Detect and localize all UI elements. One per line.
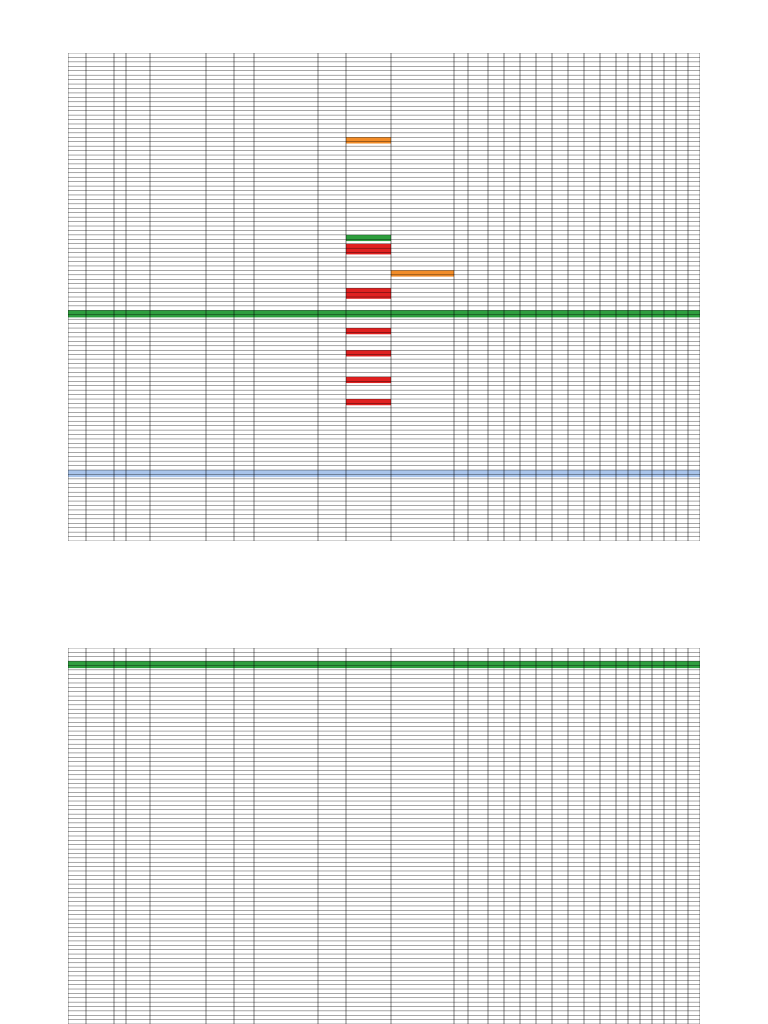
highlight-cell — [346, 328, 391, 334]
highlight-cell — [68, 661, 700, 668]
highlight-cell — [68, 310, 700, 317]
highlight-cell — [68, 470, 700, 477]
highlight-cell — [346, 350, 391, 356]
highlight-cell — [346, 235, 391, 241]
spreadsheet-bottom — [68, 648, 700, 1024]
spreadsheet-top — [68, 53, 700, 541]
highlight-cell — [346, 293, 391, 299]
highlight-cell — [346, 248, 391, 254]
highlight-cell — [346, 137, 391, 143]
grid-top — [68, 53, 700, 541]
highlight-cell — [346, 399, 391, 405]
grid-bottom — [68, 648, 700, 1024]
highlight-cell — [391, 270, 454, 276]
highlight-cell — [346, 377, 391, 383]
